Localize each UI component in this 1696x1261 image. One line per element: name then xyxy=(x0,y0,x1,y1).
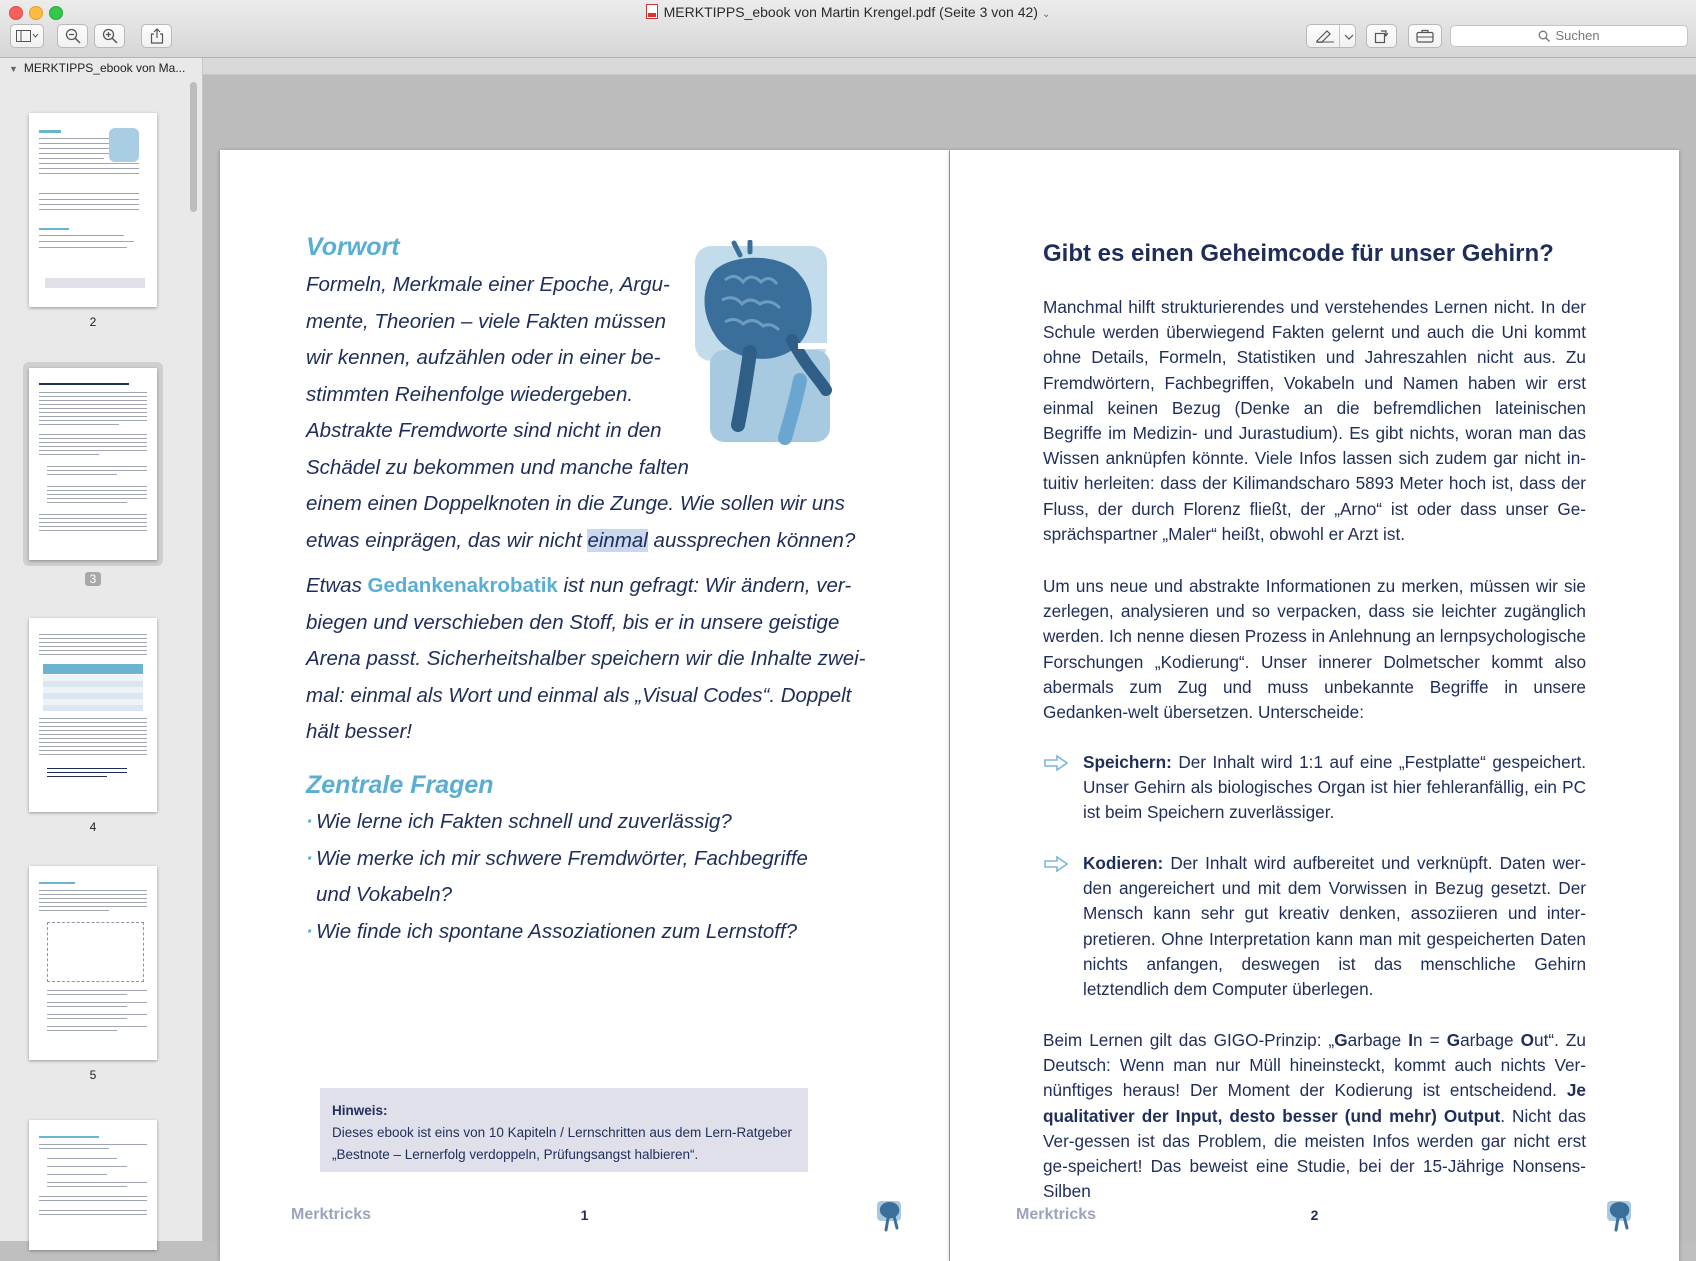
search-icon xyxy=(1538,28,1550,48)
page2-paragraph-1: Manchmal hilft strukturierendes und verstehendes Lernen nicht. In der Schule werden überwiegend Fakten gelernt und auch die Uni kommt ohne Details, Formeln, Statistiken und Jahreszahlen nicht aus. Zu Fremdwörtern, Fachbegriffen, Vokabeln und Namen haben wir erst einmal keinen Bezug (Denke an die befremdlichen lateinischen Begriffe im Medizin- und Jurastudium). Es gibt nichts, woran man das Wissen anknüpfen könnte. Viele Infos lassen sich zudem gar nicht in-tuitiv herleiten: dass der Kilimandscharo 5893 Meter hoch ist, dass der Fluss, der durch Florenz fließt, der „Arno“ ist oder dass unser Ge-sprächspartner „Maler“ heißt, obwohl er Arzt ist. xyxy=(1043,297,1586,544)
window-toolbar xyxy=(0,0,1696,58)
thumbnail-page-6[interactable] xyxy=(29,1120,157,1250)
chevron-down-icon xyxy=(1344,33,1354,41)
pdf-page-1[interactable] xyxy=(220,150,949,1261)
list-item: · Wie merke ich mir schwere Fremdwörter, Fachbegriffe xyxy=(306,841,926,878)
thumbnail-label: 5 xyxy=(89,1068,97,1082)
pdf-file-icon xyxy=(646,4,658,19)
sidebar-scrollbar[interactable] xyxy=(190,82,197,212)
document-view[interactable] xyxy=(203,58,1696,1241)
document-top-bar xyxy=(203,58,1696,75)
footer-brand: Merktricks xyxy=(291,1206,372,1223)
page-number: 1 xyxy=(580,1207,589,1223)
thumbnail-sidebar[interactable] xyxy=(0,58,203,1241)
toolbox-icon xyxy=(1416,29,1434,43)
list-item: · Wie lerne ich Fakten schnell und zuverlässig? xyxy=(306,804,926,841)
thumbnail-label-selected: 3 xyxy=(29,572,157,586)
chevron-down-icon: ⌄ xyxy=(1041,9,1051,20)
questions-list: · Wie lerne ich Fakten schnell und zuverlässig? · Wie merke ich mir schwere Fremdwörter, Fachbegriffe und Vokabeln? · Wie finde ich spontane Assoziationen zum Lernstoff? xyxy=(306,804,926,950)
zoom-in-icon xyxy=(102,28,118,44)
questions-heading: Zentrale Fragen xyxy=(306,771,494,799)
thumbnail-page-2[interactable] xyxy=(29,113,157,307)
arrow-bullet-icon xyxy=(1043,755,1069,771)
thumbnail-label: 4 xyxy=(89,820,97,834)
rotate-button[interactable] xyxy=(1366,24,1397,48)
highlight-term: Gedankenakrobatik xyxy=(367,574,558,597)
page2-paragraph-3: Beim Lernen gilt das GIGO-Prinzip: „Garbage In = Garbage Out“. Zu Deutsch: Wenn man nur Müll hineinsteckt, kommt auch nichts Ver-nünftiges heraus! Der Moment der Kodierung ist entscheidend. Je qualitativer der Input, desto besser (und mehr) Output. Nicht das Ver-gessen ist das Problem, die meisten Infos werden gar nicht erst ge-speichert! Das beweist eine Studie, bei der 15-Jährige Nonsens-Silben xyxy=(1043,1030,1586,1202)
thumbnail-label: 2 xyxy=(89,315,97,329)
thumbnail-page-4[interactable] xyxy=(29,618,157,812)
pen-icon xyxy=(1315,29,1335,43)
footer-brand: Merktricks xyxy=(1016,1206,1097,1223)
bullet-kodieren: Kodieren: Der Inhalt wird aufbereitet und verknüpft. Daten wer-den angereichert und mit dem Vorwissen in Bezug gesetzt. Der Mensch kann sehr gut kreativ denken, assoziieren und inter-pretieren. Ohne Interpretation kann man mit gespeicherten Daten nichts anfangen, deswegen ist das menschliche Gehirn letztendlich dem Computer überlegen. xyxy=(1043,851,1586,1002)
markup-button[interactable] xyxy=(1306,24,1356,48)
share-button[interactable] xyxy=(141,24,172,48)
brain-logo-icon xyxy=(875,1198,905,1232)
page1-second-paragraph: Etwas Gedankenakrobatik ist nun gefragt: Wir ändern, ver- biegen und verschieben den Stoff, bis er in unsere geistige Arena passt. Sicherheitshalber speichern wir die Inhalte zwei- mal: einmal als Wort und einmal als „Visual Codes“. Doppelt hält besser! xyxy=(306,574,866,743)
thumbnail-page-5[interactable] xyxy=(29,866,157,1060)
brain-logo-icon xyxy=(1605,1198,1635,1232)
zoom-out-button[interactable] xyxy=(57,24,88,48)
hint-box: Hinweis: Dieses ebook ist eins von 10 Kapiteln / Lernschritten aus dem Lern-Ratgeber „Bestnote – Lernerfolg verdoppeln, Prüfungsangst halbieren“. xyxy=(320,1088,808,1172)
zoom-out-icon xyxy=(65,28,81,44)
arrow-bullet-icon xyxy=(1043,856,1069,872)
disclosure-triangle-icon[interactable]: ▼ xyxy=(9,64,18,74)
share-icon xyxy=(150,28,164,44)
rotate-icon xyxy=(1374,28,1390,44)
bullet-speichern: Speichern: Der Inhalt wird 1:1 auf eine „Festplatte“ gespeichert. Unser Gehirn als biologisches Organ ist hier fehleranfällig, ein PC ist beim Speichern zuverlässiger. xyxy=(1043,750,1586,826)
thumbnail-page-3[interactable] xyxy=(29,368,157,560)
page1-heading: Vorwort xyxy=(306,233,400,261)
list-item: · Wie finde ich spontane Assoziationen zum Lernstoff? xyxy=(306,914,926,951)
sidebar-document-header[interactable]: ▼ MERKTIPPS_ebook von Ma... xyxy=(0,58,202,78)
sidebar-toggle-button[interactable] xyxy=(10,24,44,48)
search-input[interactable]: Suchen xyxy=(1450,25,1688,47)
selected-text[interactable]: einmal xyxy=(587,528,648,552)
page1-intro-paragraph: Formeln, Merkmale einer Epoche, Argu- mente, Theorien – viele Fakten müssen wir kennen, aufzählen oder in einer be- stimmten Reihenfolge wiedergeben. Abstrakte Fremdworte sind nicht in den Schädel zu bekommen und manche falten einem einen Doppelknoten in die Zunge. Wie sollen wir uns etwas einprägen, das wir nicht einmal aussprechen können? xyxy=(306,273,856,552)
sidebar-icon xyxy=(16,30,38,42)
pdf-page-2[interactable] xyxy=(950,150,1679,1261)
window-title[interactable]: MERKTIPPS_ebook von Martin Krengel.pdf (Seite 3 von 42) ⌄ xyxy=(0,4,1696,20)
page2-paragraph-2: Um uns neue und abstrakte Informationen zu merken, müssen wir sie zerlegen, analysieren und so verpacken, dass sie leichter zugänglich werden. Ich nenne diesen Prozess in Anlehnung an lernpsychologische Forschungen „Kodierung“. Unser innerer Dolmetscher kommt also abermals zum Zug und muss unbekannte Begriffe in unsere Gedanken-welt übersetzen. Unterscheide: xyxy=(1043,576,1586,723)
toolbox-button[interactable] xyxy=(1408,24,1442,48)
page-number: 2 xyxy=(1310,1207,1319,1223)
page2-heading: Gibt es einen Geheimcode für unser Gehirn? xyxy=(1043,240,1554,267)
zoom-in-button[interactable] xyxy=(94,24,125,48)
